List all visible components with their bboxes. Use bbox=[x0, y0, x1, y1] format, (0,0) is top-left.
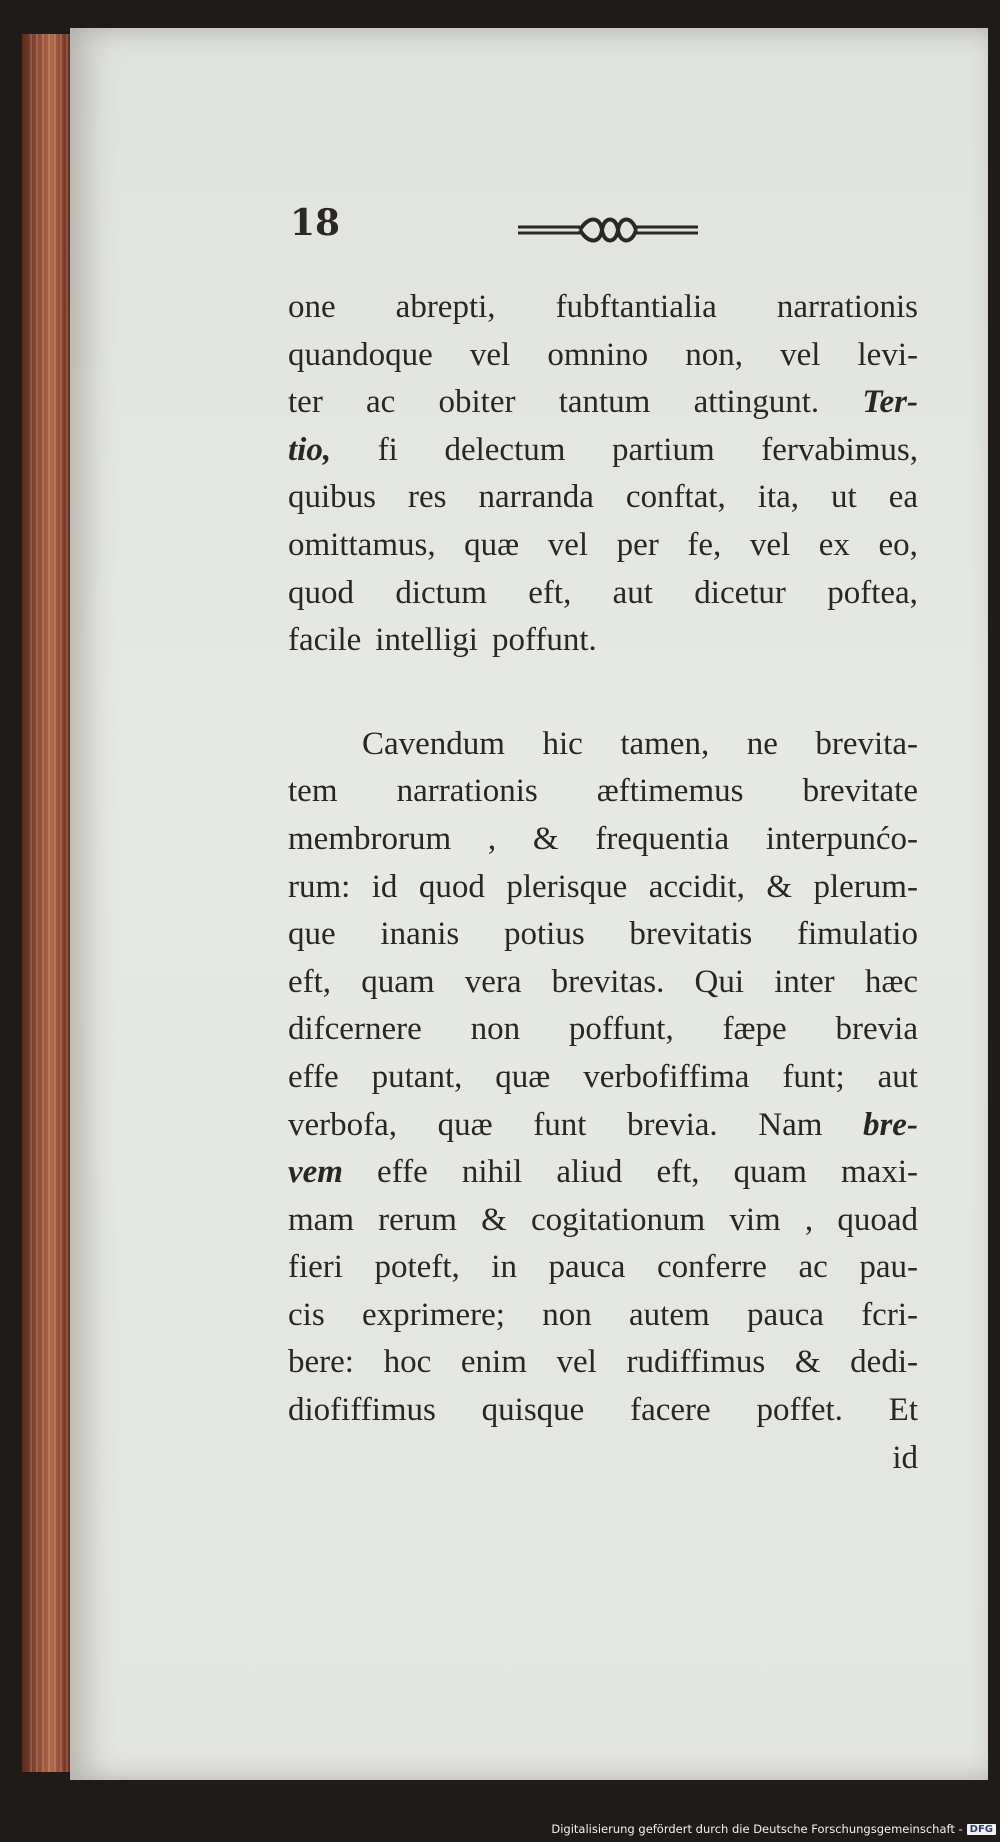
word: non, bbox=[685, 336, 743, 373]
word: non bbox=[542, 1296, 592, 1333]
word: quæ bbox=[437, 1106, 493, 1143]
word: brevia. bbox=[626, 1106, 718, 1143]
text-line bbox=[288, 768, 918, 816]
word: ex bbox=[818, 526, 850, 563]
word: attingunt. bbox=[693, 384, 820, 421]
word: vel bbox=[556, 1344, 597, 1381]
word: Ter- bbox=[862, 384, 918, 421]
word: one bbox=[288, 289, 336, 325]
word: brevitatis bbox=[629, 916, 753, 953]
text-line bbox=[288, 474, 918, 522]
word: , bbox=[487, 820, 497, 857]
word: omittamus, bbox=[288, 526, 436, 563]
word: partium bbox=[612, 431, 715, 468]
word: fi bbox=[377, 431, 398, 468]
word: diofiffimus bbox=[288, 1392, 436, 1429]
word: pau- bbox=[859, 1249, 918, 1286]
word: dictum bbox=[395, 574, 487, 611]
text-line bbox=[288, 1102, 918, 1150]
word: poffunt, bbox=[568, 1011, 674, 1048]
word: poftea, bbox=[827, 574, 918, 611]
header-ornament bbox=[518, 212, 698, 248]
word: Qui bbox=[694, 963, 745, 1000]
word: brevia bbox=[835, 1011, 918, 1048]
word: quam bbox=[361, 963, 435, 1000]
book-edge-pages bbox=[30, 34, 70, 1772]
word: conftat, bbox=[625, 479, 726, 516]
word: fieri bbox=[288, 1249, 343, 1286]
text-line bbox=[288, 617, 918, 665]
word: ita, bbox=[757, 479, 800, 516]
word: brevitas. bbox=[551, 963, 665, 1000]
word: exprimere; bbox=[361, 1296, 505, 1333]
word: putant, bbox=[371, 1058, 463, 1095]
word: æftimemus bbox=[596, 773, 744, 810]
word: Et bbox=[888, 1392, 918, 1429]
word: aut bbox=[612, 574, 653, 611]
word: tamen, bbox=[620, 725, 710, 762]
word: quandoque bbox=[288, 336, 433, 373]
text-line bbox=[288, 570, 918, 618]
word: eft, bbox=[656, 1154, 700, 1191]
page-number: 18 bbox=[290, 202, 341, 244]
text-line bbox=[288, 1006, 918, 1054]
word: , bbox=[804, 1201, 814, 1238]
word: que bbox=[288, 916, 336, 953]
word: dedi- bbox=[850, 1344, 918, 1381]
word: & bbox=[794, 1344, 821, 1381]
dfg-logo: DFG bbox=[967, 1824, 996, 1835]
word: & bbox=[766, 868, 793, 905]
word: pauca bbox=[746, 1296, 824, 1333]
text-line bbox=[288, 816, 918, 864]
word: vel bbox=[749, 526, 791, 563]
word: funt bbox=[533, 1106, 587, 1143]
word: interpunćo- bbox=[765, 820, 918, 857]
word: frequentia bbox=[595, 820, 730, 857]
word: rum: bbox=[288, 868, 351, 905]
word: inter bbox=[774, 963, 835, 1000]
paragraph-gap bbox=[288, 665, 918, 721]
word: vel bbox=[780, 336, 821, 373]
word: hic bbox=[542, 725, 583, 762]
word: vim bbox=[729, 1201, 781, 1238]
footer-credit: Digitalisierung gefördert durch die Deutsche Forschungsgemeinschaft - bbox=[551, 1822, 963, 1836]
text-line bbox=[288, 284, 918, 332]
word: ut bbox=[831, 479, 857, 516]
word: verbofa, bbox=[288, 1106, 398, 1143]
text-line bbox=[288, 1149, 918, 1197]
word: in bbox=[491, 1249, 517, 1286]
word: per bbox=[616, 526, 659, 563]
word: ac bbox=[366, 384, 396, 421]
word: narrationis bbox=[396, 773, 538, 810]
paragraph bbox=[288, 284, 918, 665]
word: vera bbox=[464, 963, 522, 1000]
word: fervabimus, bbox=[761, 431, 918, 468]
word: verbofiffima bbox=[583, 1058, 750, 1095]
text-line bbox=[288, 522, 918, 570]
paragraph bbox=[288, 721, 918, 1435]
catchword-line bbox=[288, 1435, 918, 1483]
digitization-footer bbox=[551, 1822, 996, 1836]
word: narrationis bbox=[776, 289, 918, 325]
word: eft, bbox=[528, 574, 572, 611]
word: intelligi bbox=[375, 622, 478, 659]
word: delectum bbox=[444, 431, 566, 468]
text-line bbox=[288, 721, 918, 769]
word: nihil bbox=[461, 1154, 523, 1191]
word: vel bbox=[469, 336, 511, 373]
word: fæpe bbox=[722, 1011, 787, 1048]
word: bre- bbox=[862, 1106, 918, 1143]
word: non bbox=[470, 1011, 521, 1048]
page-text bbox=[288, 284, 918, 1482]
word: & bbox=[532, 820, 559, 857]
word: quæ bbox=[495, 1058, 551, 1095]
word: mam bbox=[288, 1201, 354, 1238]
word: ea bbox=[888, 479, 918, 516]
text-line bbox=[288, 1244, 918, 1292]
word: levi- bbox=[857, 336, 918, 373]
word: cis bbox=[288, 1296, 325, 1333]
word: rerum bbox=[378, 1201, 457, 1238]
text-line bbox=[288, 1339, 918, 1387]
word: quibus bbox=[288, 479, 377, 516]
word: fe, bbox=[687, 526, 722, 563]
word: maxi- bbox=[841, 1154, 918, 1191]
word: pauca bbox=[548, 1249, 626, 1286]
word: quæ bbox=[464, 526, 520, 563]
word: eo, bbox=[878, 526, 918, 563]
word: Cavendum bbox=[362, 725, 505, 762]
word: vel bbox=[547, 526, 589, 563]
word: inanis bbox=[380, 916, 460, 953]
catchword: id bbox=[892, 1439, 918, 1476]
word: hæc bbox=[864, 963, 918, 1000]
word: autem bbox=[629, 1296, 710, 1333]
word: enim bbox=[460, 1344, 527, 1381]
word: difcernere bbox=[288, 1011, 422, 1048]
word: quod bbox=[418, 868, 485, 905]
word: funt; bbox=[782, 1058, 845, 1095]
text-line bbox=[288, 1054, 918, 1102]
word: res bbox=[408, 479, 447, 516]
text-line bbox=[288, 864, 918, 912]
word: eft, bbox=[288, 963, 332, 1000]
word: obiter bbox=[438, 384, 516, 421]
word: poffet. bbox=[756, 1392, 843, 1429]
word: cogitationum bbox=[531, 1201, 706, 1238]
word: quoad bbox=[837, 1201, 918, 1238]
word: facere bbox=[630, 1392, 711, 1429]
word: conferre bbox=[657, 1249, 767, 1286]
text-line bbox=[288, 1197, 918, 1245]
word: quisque bbox=[481, 1392, 585, 1429]
text-line bbox=[288, 959, 918, 1007]
word: Nam bbox=[758, 1106, 823, 1143]
word: plerisque bbox=[506, 868, 628, 905]
text-line bbox=[288, 1387, 918, 1435]
word: tio, bbox=[288, 431, 332, 468]
word: accidit, bbox=[648, 868, 745, 905]
word: aut bbox=[877, 1058, 918, 1095]
word: facile bbox=[288, 622, 362, 659]
word: fimulatio bbox=[796, 916, 918, 953]
text-line bbox=[288, 427, 918, 475]
text-line bbox=[288, 1292, 918, 1340]
word: abrepti, bbox=[395, 289, 496, 325]
word: membrorum bbox=[288, 820, 452, 857]
word: brevita- bbox=[815, 725, 918, 762]
word: aliud bbox=[556, 1154, 623, 1191]
word: id bbox=[371, 868, 398, 905]
word: quod bbox=[288, 574, 354, 611]
word: fcri- bbox=[861, 1296, 918, 1333]
word: tem bbox=[288, 773, 338, 810]
word: omnino bbox=[547, 336, 649, 373]
text-line bbox=[288, 379, 918, 427]
word: ne bbox=[746, 725, 778, 762]
word: dicetur bbox=[694, 574, 786, 611]
word: poteft, bbox=[374, 1249, 460, 1286]
word: & bbox=[481, 1201, 507, 1238]
word: ter bbox=[288, 384, 323, 421]
word: rudiffimus bbox=[626, 1344, 766, 1381]
word: bere: bbox=[288, 1344, 354, 1381]
word: fubftantialia bbox=[555, 289, 717, 325]
word: tantum bbox=[558, 384, 651, 421]
word: plerum- bbox=[813, 868, 918, 905]
word: vem bbox=[288, 1154, 343, 1191]
word: narranda bbox=[478, 479, 594, 516]
word: effe bbox=[288, 1058, 339, 1095]
word: hoc bbox=[383, 1344, 432, 1381]
word: potius bbox=[503, 916, 585, 953]
text-line bbox=[288, 332, 918, 380]
word: ac bbox=[798, 1249, 828, 1286]
word: quam bbox=[733, 1154, 807, 1191]
word: poffunt. bbox=[491, 622, 597, 659]
word: brevitate bbox=[802, 773, 918, 810]
text-line bbox=[288, 911, 918, 959]
word: effe bbox=[377, 1154, 428, 1191]
